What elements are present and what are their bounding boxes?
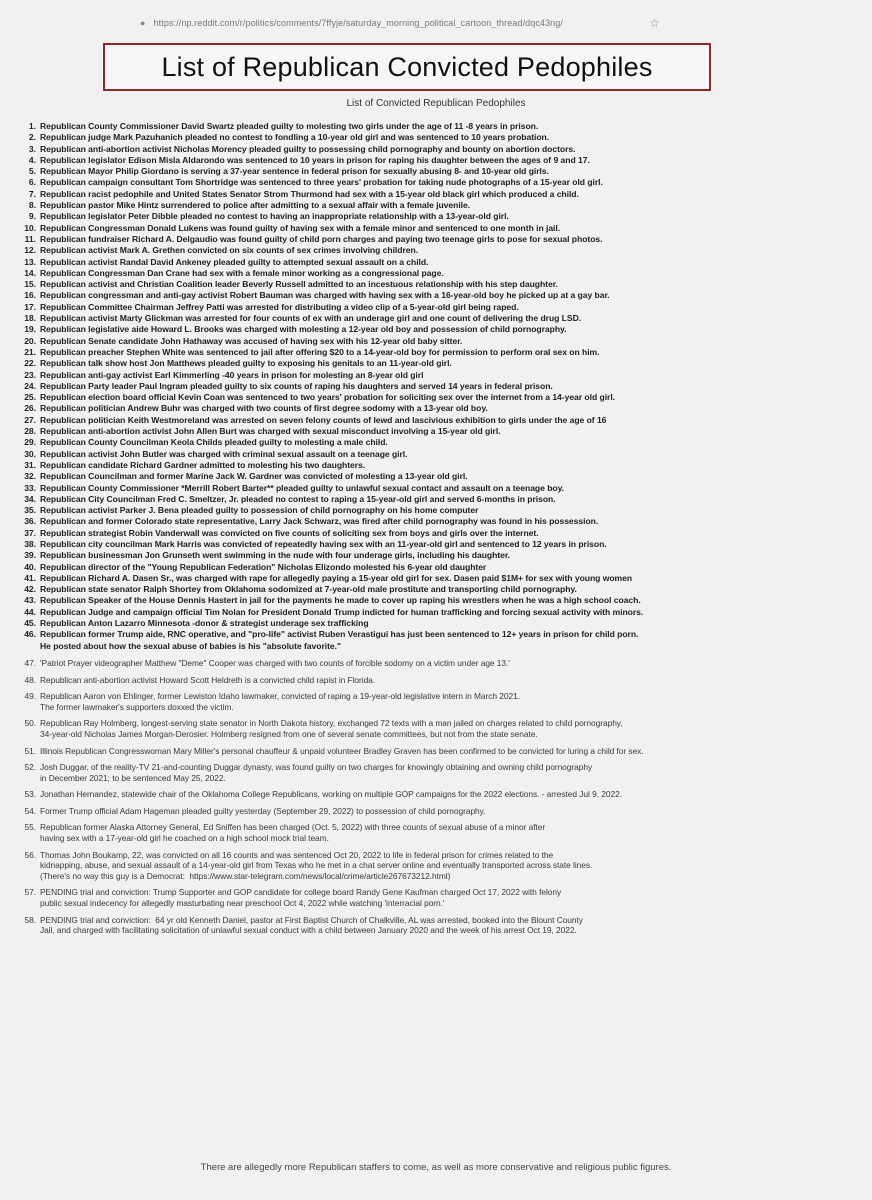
item-number: 12. xyxy=(24,245,36,256)
item-text: Republican Committee Chairman Jeffrey Patti was arrested for distributing a video clip of a 5-year-old girl being raped. xyxy=(40,301,519,312)
item-number: 33. xyxy=(24,482,36,493)
list-item xyxy=(20,658,855,669)
item-number: 45. xyxy=(24,618,36,629)
item-text: Republican legislative aide Howard L. Brooks was charged with molesting a 12-year old boy and possession of child pornography. xyxy=(40,324,567,335)
item-number: 47. xyxy=(24,657,36,668)
list-item xyxy=(20,279,855,290)
item-number: 25. xyxy=(24,392,36,403)
list-item xyxy=(20,290,855,301)
item-number: 38. xyxy=(24,538,36,549)
browser-url-bar xyxy=(140,12,660,34)
item-number: 16. xyxy=(24,290,36,301)
item-text: Republican Anton Lazarro Minnesota -donor & strategist underage sex trafficking xyxy=(40,618,369,629)
item-number: 26. xyxy=(24,403,36,414)
list-item xyxy=(20,629,855,652)
item-text: Republican activist Mark A. Grethen convicted on six counts of sex crimes involving children. xyxy=(40,245,419,256)
list-item xyxy=(20,483,855,494)
item-text: Republican activist and Christian Coalition leader Beverly Russell admitted to an incestuous relationship with his step daughter. xyxy=(40,279,558,290)
list-item xyxy=(20,528,855,539)
item-number: 14. xyxy=(24,267,36,278)
item-number: 11. xyxy=(24,233,36,244)
item-number: 20. xyxy=(24,335,36,346)
item-number: 8. xyxy=(28,200,36,211)
item-text: Republican director of the "Young Republican Federation" Nicholas Elizondo molested his 6-year old daughter xyxy=(40,561,487,572)
item-text: Republican Ray Holmberg, longest-serving state senator in North Dakota history, exchanged 72 texts with a man jailed on charges related to child pornography, 34-year-old Nicholas James Morgan-Derosier. Holmberg resigned from one of several senate committees, but not from the state senate. xyxy=(40,718,623,739)
item-number: 51. xyxy=(24,745,36,756)
item-text: Republican legislator Peter Dibble pleaded no contest to having an inappropriate relationship with a 13-year-old girl. xyxy=(40,211,509,222)
item-number: 10. xyxy=(24,222,36,233)
list-item xyxy=(20,539,855,550)
item-number: 5. xyxy=(28,166,36,177)
item-text: Republican businessman Jon Grunseth went swimming in the nude with four underage girls, including his daughter. xyxy=(40,550,511,561)
item-number: 53. xyxy=(24,789,36,800)
list-item xyxy=(20,200,855,211)
list-item xyxy=(20,257,855,268)
page-title: List of Republican Convicted Pedophiles xyxy=(161,51,653,82)
item-number: 32. xyxy=(24,471,36,482)
item-text: Republican Judge and campaign official Tim Nolan for President Donald Trump indicted for human trafficking and forcing sexual activity with minors. xyxy=(40,606,644,617)
item-number: 1. xyxy=(28,121,36,131)
item-text: Republican former Alaska Attorney General, Ed Sniffen has been charged (Oct. 5, 2022) with three counts of sexual abuse of a minor after having sex with a 17-year-old girl he coached on a high school mock trial team. xyxy=(40,822,546,844)
item-number: 39. xyxy=(24,550,36,561)
item-text: Republican anti-gay activist Earl Kimmerling -40 years in prison for molesting an 8-year old girl xyxy=(40,369,424,380)
item-text: PENDING trial and conviction: 64 yr old Kenneth Daniel, pastor at First Baptist Church of Chalkville, AL was arrested, booked into the Blount County Jail, and charged with facilitating solicitation of unlawful sexual conduct with a child between January 2020 and the week of his arrest Oct 19, 2022. xyxy=(40,914,583,936)
item-text: 'Patriot Prayer videographer Matthew "Deme" Cooper was charged with two counts of forcible sodomy on a victim under age 13.' xyxy=(40,657,510,668)
item-number: 9. xyxy=(28,211,36,222)
list-item xyxy=(20,177,855,188)
list-item xyxy=(20,887,855,908)
list-item xyxy=(20,789,855,800)
list-item xyxy=(20,516,855,527)
item-text: Republican talk show host Jon Matthews pleaded guilty to exposing his genitals to an 11-year-old girl. xyxy=(40,358,452,369)
list-item xyxy=(20,618,855,629)
item-text: Jonathan Hernandez, statewide chair of the Oklahoma College Republicans, working on multiple GOP campaigns for the 2022 elections. - arrested Jul 9, 2022. xyxy=(40,789,622,800)
list-item xyxy=(20,381,855,392)
list-item xyxy=(20,675,855,686)
item-number: 24. xyxy=(24,380,36,391)
item-text: Republican racist pedophile and United States Senator Strom Thurmond had sex with a 15-year old black girl which produced a child. xyxy=(40,188,579,199)
item-text: Republican state senator Ralph Shortey from Oklahoma sodomized at 7-year-old male prostitute and transporting child pornography. xyxy=(40,584,577,595)
list-item xyxy=(20,415,855,426)
item-number: 19. xyxy=(24,324,36,335)
list-item xyxy=(20,505,855,516)
list-item xyxy=(20,324,855,335)
item-number: 13. xyxy=(24,256,36,267)
item-text: Republican County Councilman Keola Childs pleaded guilty to molesting a male child. xyxy=(40,437,388,448)
item-number: 55. xyxy=(24,822,36,833)
list-item xyxy=(20,718,855,739)
item-text: Republican County Commissioner *Merrill Robert Barter** pleaded guilty to unlawful sexual contact and assault on a teenage boy. xyxy=(40,482,565,493)
item-number: 50. xyxy=(24,718,36,729)
item-text: Illinois Republican Congresswoman Mary Miller's personal chauffeur & unpaid volunteer Bradley Graven has been confirmed to be convicted for luring a child for sex. xyxy=(40,745,644,756)
item-text: Republican campaign consultant Tom Shortridge was sentenced to three years' probation for taking nude photographs of a 15-year old girl. xyxy=(40,177,603,188)
item-text: Republican Mayor Philip Giordano is serving a 37-year sentence in federal prison for sexually abusing 8- and 10-year old girls. xyxy=(40,166,549,177)
list-item xyxy=(20,268,855,279)
list-item xyxy=(20,562,855,573)
list-item xyxy=(20,494,855,505)
item-text: Republican Party leader Paul Ingram pleaded guilty to six counts of raping his daughters and served 14 years in federal prison. xyxy=(40,380,553,391)
list-item xyxy=(20,392,855,403)
item-text: Republican judge Mark Pazuhanich pleaded no contest to fondling a 10-year old girl and was sentenced to 10 years probation. xyxy=(40,132,550,143)
entries-list xyxy=(20,121,855,936)
item-text: Republican and former Colorado state representative, Larry Jack Schwarz, was fired after child pornography was found in his possession. xyxy=(40,516,599,527)
item-number: 49. xyxy=(24,691,36,702)
item-number: 52. xyxy=(24,762,36,773)
list-item xyxy=(20,471,855,482)
list-item xyxy=(20,223,855,234)
item-number: 37. xyxy=(24,527,36,538)
item-number: 40. xyxy=(24,561,36,572)
list-item xyxy=(20,189,855,200)
item-text: Republican Congressman Dan Crane had sex with a female minor working as a congressional page. xyxy=(40,267,444,278)
item-text: Republican pastor Mike Hintz surrendered to police after admitting to a sexual affair with a female juvenile. xyxy=(40,200,471,211)
footer-note: There are allegedly more Republican staffers to come, as well as more conservative and religious public figures. xyxy=(200,1162,672,1173)
item-number: 43. xyxy=(24,595,36,606)
list-item xyxy=(20,584,855,595)
item-number: 42. xyxy=(24,584,36,595)
item-number: 6. xyxy=(28,177,36,188)
item-number: 29. xyxy=(24,437,36,448)
item-number: 30. xyxy=(24,448,36,459)
list-item xyxy=(20,302,855,313)
list-item xyxy=(20,155,855,166)
item-number: 36. xyxy=(24,516,36,527)
item-number: 4. xyxy=(28,154,36,165)
item-number: 22. xyxy=(24,358,36,369)
list-item xyxy=(20,822,855,843)
item-text: Republican City Councilman Fred C. Smeltzer, Jr. pleaded no contest to raping a 15-year-old girl and served 6-months in prison. xyxy=(40,493,556,504)
item-number: 3. xyxy=(28,143,36,154)
item-text: Republican election board official Kevin Coan was sentenced to two years' probation for soliciting sex over the internet from a 14-year old girl. xyxy=(40,392,615,403)
item-text: Republican Councilman and former Marine Jack W. Gardner was convicted of molesting a 13-year old girl. xyxy=(40,471,468,482)
list-item xyxy=(20,403,855,414)
item-number: 34. xyxy=(24,493,36,504)
item-number: 41. xyxy=(24,572,36,583)
list-item xyxy=(20,691,855,712)
item-number: 54. xyxy=(24,805,36,816)
item-number: 27. xyxy=(24,414,36,425)
item-text: Republican activist Randal David Ankeney pleaded guilty to attempted sexual assault on a child. xyxy=(40,256,429,267)
list-item xyxy=(20,234,855,245)
item-number: 2. xyxy=(28,132,36,143)
item-text: Republican congressman and anti-gay activist Robert Bauman was charged with having sex with a 16-year-old boy he picked up at a gay bar. xyxy=(40,290,610,301)
list-item xyxy=(20,460,855,471)
item-text: Republican anti-abortion activist John Allen Burt was charged with sexual misconduct involving a 15-year old girl. xyxy=(40,426,501,437)
item-number: 57. xyxy=(24,887,36,898)
list-item xyxy=(20,336,855,347)
item-number: 15. xyxy=(24,279,36,290)
item-text: Republican politician Keith Westmoreland was arrested on seven felony counts of lewd and lascivious exhibition to girls under the age of 16 xyxy=(40,414,607,425)
item-text: PENDING trial and conviction: Trump Supporter and GOP candidate for college board Randy Gene Kaufman charged Oct 17, 2022 with felony public sexual indecency for allegedly masturbating near preschool Oct 4, 2022 while watching 'interracial porn.' xyxy=(40,887,562,909)
list-item xyxy=(20,449,855,460)
item-number: 21. xyxy=(24,346,36,357)
list-item xyxy=(20,595,855,606)
list-item xyxy=(20,144,855,155)
lock-icon: ● xyxy=(140,18,146,28)
item-text: Republican activist Marty Glickman was arrested for four counts of ex with an underage girl and one count of delivering the drug LSD. xyxy=(40,313,582,324)
item-number: 35. xyxy=(24,505,36,516)
list-item xyxy=(20,426,855,437)
item-text: Josh Duggar, of the reality-TV 21-and-counting Duggar dynasty, was found guilty on two charges for knowingly obtaining and owning child pornography in December 2021; to be sentenced May 25, 2022. xyxy=(40,762,593,783)
item-text: Republican Congressman Donald Lukens was found guilty of having sex with a female minor and sentenced to one month in jail. xyxy=(40,222,561,233)
item-text: Republican preacher Stephen White was sentenced to jail after offering $20 to a 14-year-old boy for permission to perform oral sex on him. xyxy=(40,346,600,357)
list-item xyxy=(20,762,855,783)
item-number: 18. xyxy=(24,313,36,324)
list-item xyxy=(20,347,855,358)
item-number: 46. xyxy=(24,629,36,640)
item-text: Former Trump official Adam Hageman pleaded guilty yesterday (September 29, 2022) to possession of child pornography. xyxy=(40,805,486,816)
item-text: Republican politician Andrew Buhr was charged with two counts of first degree sodomy with a 13-year old boy. xyxy=(40,403,488,414)
list-item xyxy=(20,573,855,584)
item-text: Republican legislator Edison Misla Aldarondo was sentenced to 10 years in prison for raping his daughter between the ages of 9 and 17. xyxy=(40,154,590,165)
list-item xyxy=(20,806,855,817)
item-text: Republican Richard A. Dasen Sr., was charged with rape for allegedly paying a 15-year old girl for sex. Dasen paid $1M+ for sex with young women xyxy=(40,572,633,583)
url-text: https://np.reddit.com/r/politics/comments/7ffyje/saturday_morning_political_cartoon_thread/dqc43ng/ xyxy=(153,18,563,28)
list-item xyxy=(20,132,855,143)
item-number: 28. xyxy=(24,426,36,437)
item-text: Republican activist John Butler was charged with criminal sexual assault on a teenage girl. xyxy=(40,448,408,459)
item-text: Republican anti-abortion activist Nicholas Morency pleaded guilty to possessing child pornography and bounty on abortion doctors. xyxy=(40,143,576,154)
list-item xyxy=(20,121,855,132)
item-text: Republican former Trump aide, RNC operative, and "pro-life" activist Ruben Verastigui has just been sentenced to 12+ years in prison for child porn. He posted about how the sexual abuse of babies is his "absolute favorite." xyxy=(40,629,639,651)
list-item xyxy=(20,370,855,381)
list-item xyxy=(20,607,855,618)
item-text: Republican County Commissioner David Swartz pleaded guilty to molesting two girls under the age of 11 -8 years in prison. xyxy=(40,121,539,131)
item-text: Thomas John Boukamp, 22, was convicted on all 16 counts and was sentenced Oct 20, 2022 to life in federal prison for crimes related to the kidnapping, abuse, and sexual assault of a 14-year-old girl from Texas who he met in a chat server online and eventually transported across state lines. (There's no way this guy is a Democrat: https://www.star-telegram.com/news/local/crime/article267673212.html) xyxy=(40,849,593,881)
list-item xyxy=(20,850,855,882)
list-item xyxy=(20,358,855,369)
bookmark-star-icon: ☆ xyxy=(649,16,660,30)
item-text: Republican activist Parker J. Bena pleaded guilty to possession of child pornography on his home computer xyxy=(40,505,479,516)
list-item xyxy=(20,746,855,757)
item-number: 58. xyxy=(24,914,36,925)
list-item xyxy=(20,211,855,222)
list-subtitle: List of Convicted Republican Pedophiles xyxy=(346,98,526,109)
item-number: 31. xyxy=(24,459,36,470)
item-number: 48. xyxy=(24,674,36,685)
item-text: Republican Aaron von Ehlinger, former Lewiston Idaho lawmaker, convicted of raping a 19-year-old legislative intern in March 2021. The former lawmaker's supporters doxxed the victim. xyxy=(40,691,520,712)
item-text: Republican fundraiser Richard A. Delgaudio was found guilty of child porn charges and paying two teenage girls to pose for sexual photos. xyxy=(40,233,603,244)
item-number: 23. xyxy=(24,369,36,380)
list-item xyxy=(20,166,855,177)
list-item xyxy=(20,915,855,936)
list-item xyxy=(20,550,855,561)
list-item xyxy=(20,437,855,448)
item-number: 17. xyxy=(24,301,36,312)
item-number: 44. xyxy=(24,606,36,617)
item-number: 56. xyxy=(24,849,36,860)
page-title-box xyxy=(103,43,711,91)
item-text: Republican anti-abortion activist Howard Scott Heldreth is a convicted child rapist in Florida. xyxy=(40,674,376,685)
list-item xyxy=(20,313,855,324)
item-text: Republican Senate candidate John Hathaway was accused of having sex with his 12-year old baby sitter. xyxy=(40,335,463,346)
item-text: Republican city councilman Mark Harris was convicted of repeatedly having sex with an 11-year-old girl and sentenced to 12 years in prison. xyxy=(40,538,607,549)
item-text: Republican Speaker of the House Dennis Hastert in jail for the payments he made to cover up raping his wrestlers when he was a high school coach. xyxy=(40,595,641,606)
list-item xyxy=(20,245,855,256)
item-text: Republican strategist Robin Vanderwall was convicted on five counts of soliciting sex from boys and girls over the internet. xyxy=(40,527,539,538)
item-number: 7. xyxy=(28,188,36,199)
item-text: Republican candidate Richard Gardner admitted to molesting his two daughters. xyxy=(40,459,366,470)
